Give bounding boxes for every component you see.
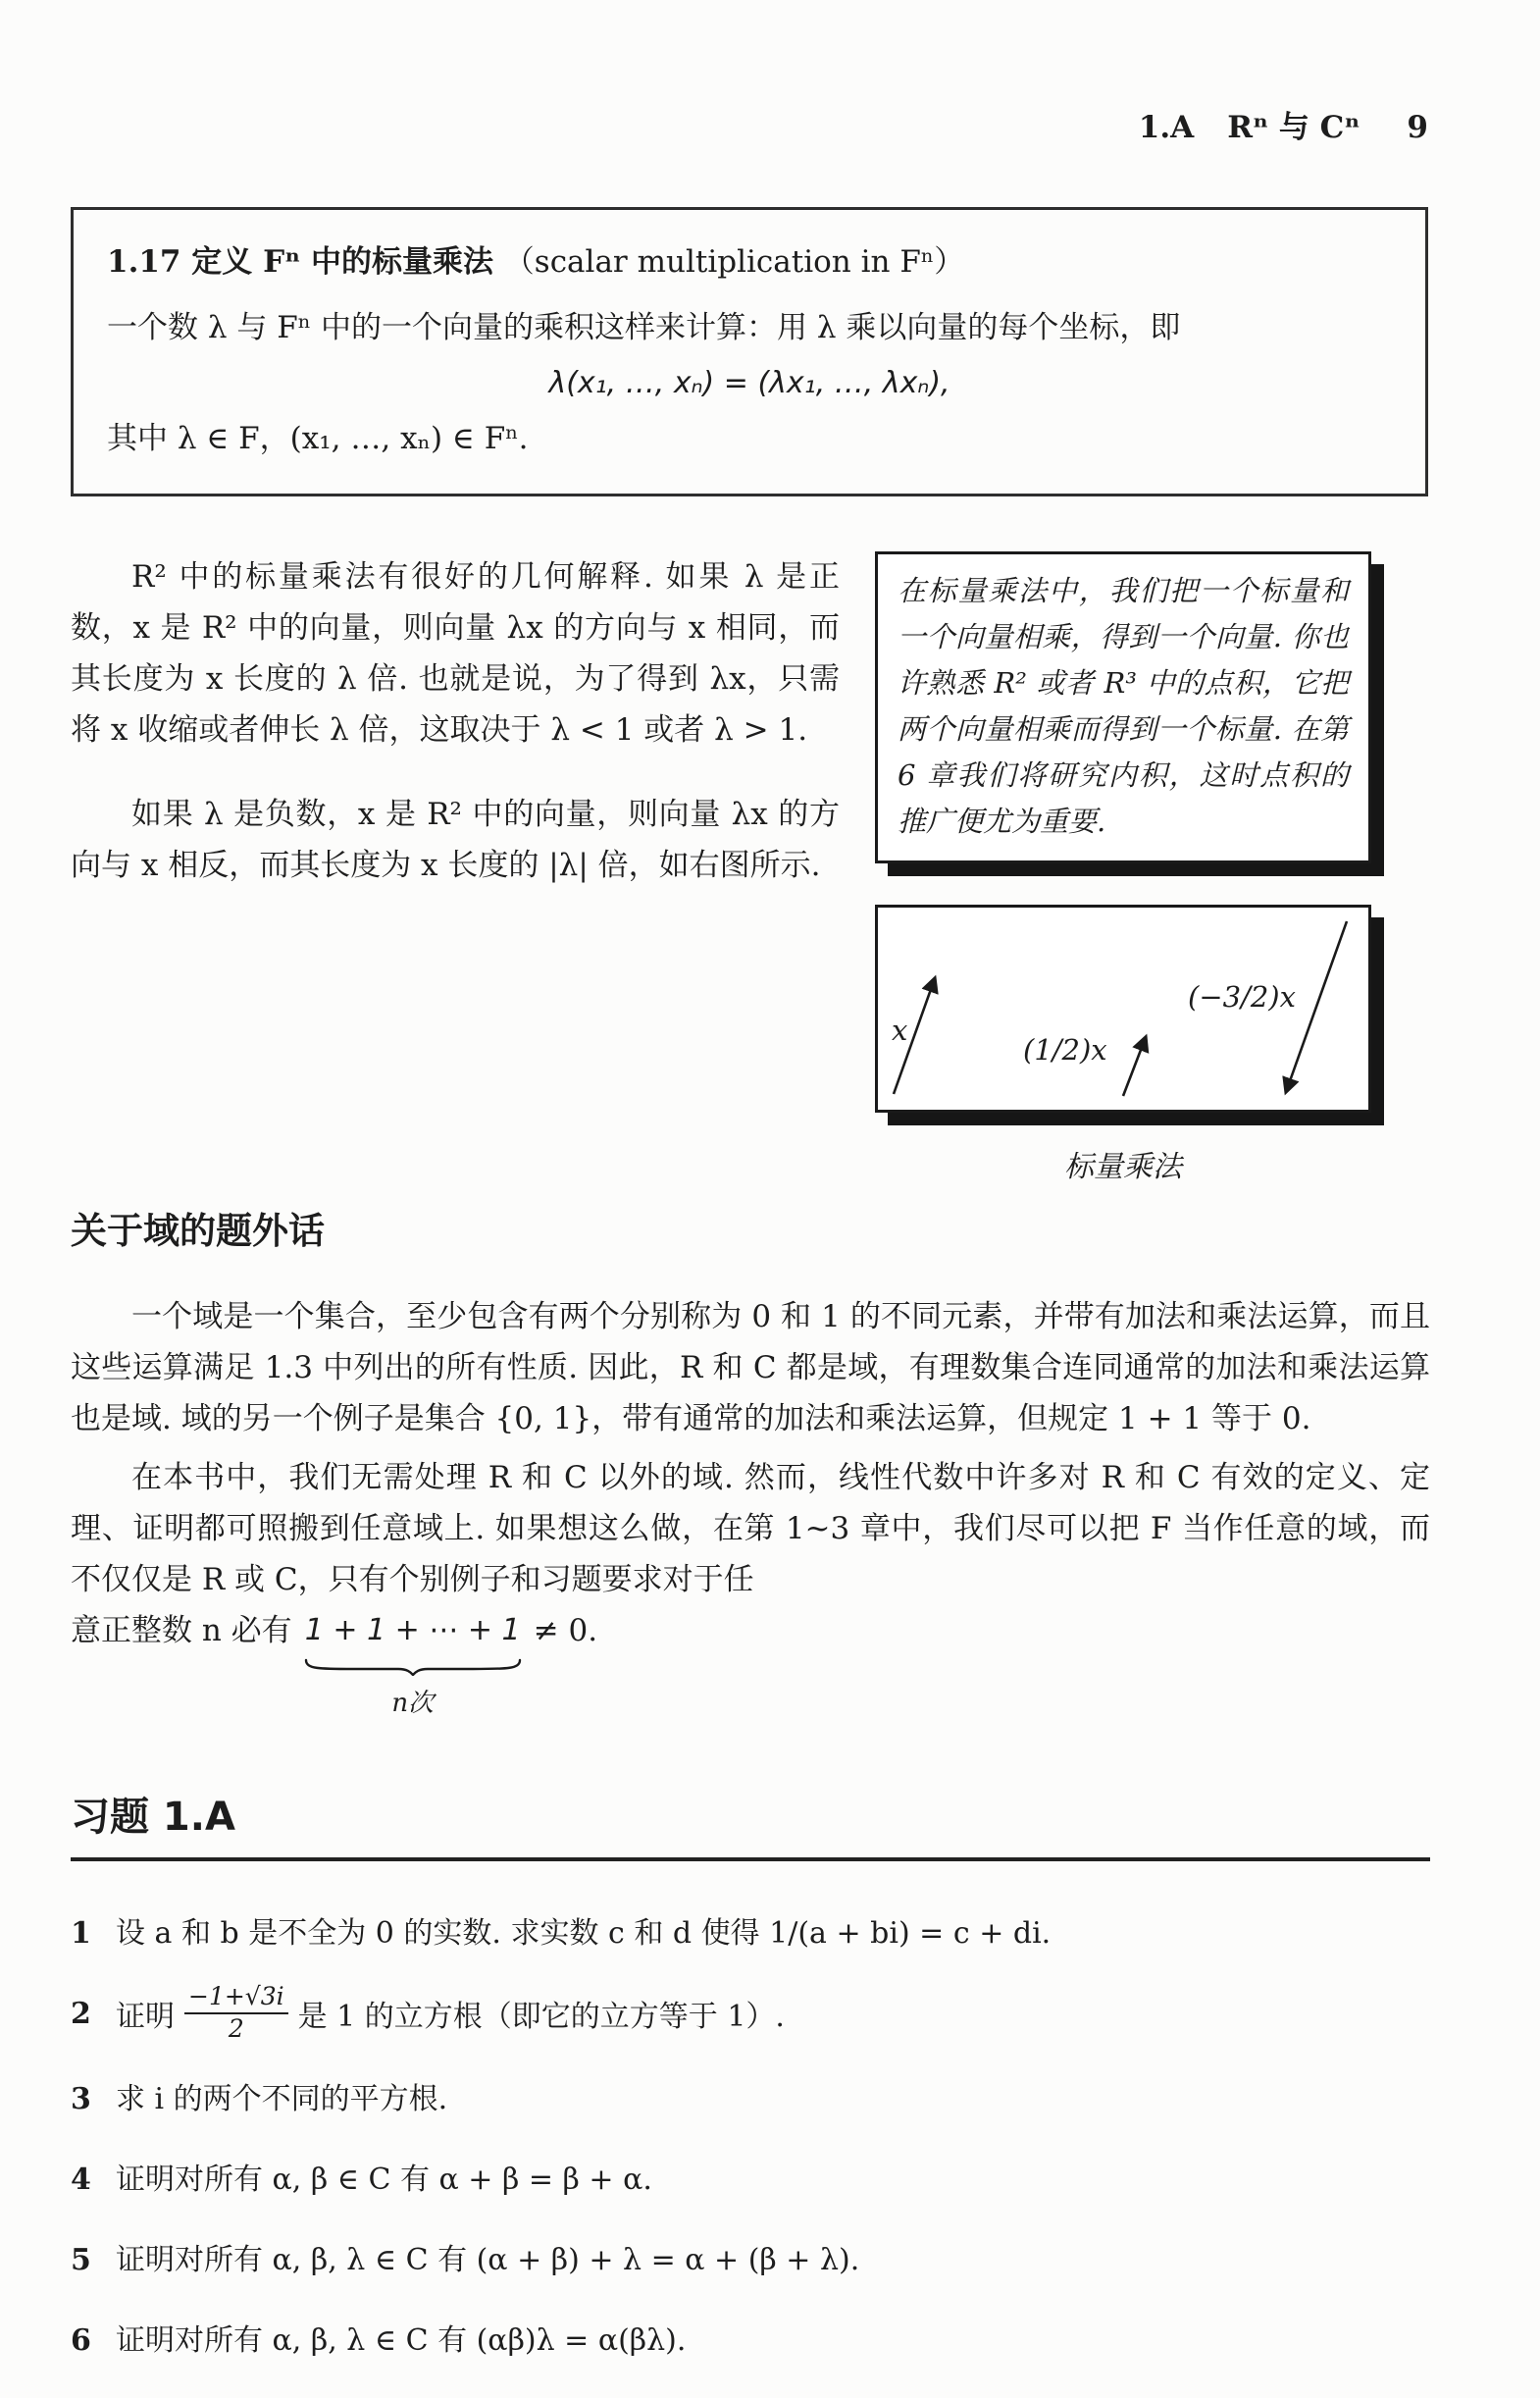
underbrace-icon (302, 1658, 524, 1676)
definition-number-term: 1.17 定义 Fⁿ 中的标量乘法 (107, 244, 493, 280)
definition-box (71, 207, 1428, 496)
vector-half-x-label: (1/2)x (1023, 1032, 1107, 1067)
margin-note-box (875, 551, 1371, 863)
definition-formula: λ(x₁, …, xₙ) = (λx₁, …, λxₙ), (548, 366, 950, 401)
running-head (71, 102, 1430, 146)
figure-caption: 标量乘法 (1064, 1149, 1182, 1184)
underbrace-line-post: ≠ 0. (533, 1612, 598, 1648)
exercise-item-2 (71, 1981, 1430, 2048)
exercise-item-1 (71, 1906, 1430, 1961)
definition-footer: 其中 λ ∈ F，(x₁, …, xₙ) ∈ Fⁿ. (107, 420, 529, 456)
exercises-list (71, 1906, 1430, 2370)
exercise-item-3 (71, 2072, 1430, 2127)
paragraph-field-scope: 在本书中，我们无需处理 R 和 C 以外的域. 然而，线性代数中许多对 R 和 C 有效的定义、定理、证明都可照搬到任意域上. 如果想这么做，在第 1~3 章中，我们尽可以把 F 当作任意的域，而不仅仅是 R 或 C，只有个别例子和习题要求对于任 (71, 1459, 1430, 1597)
running-head-section: 1.A (1138, 110, 1195, 145)
margin-column (875, 551, 1371, 1185)
two-column-area (71, 551, 1430, 1185)
underbrace-line-pre: 意正整数 n 必有 (71, 1612, 292, 1648)
running-head-title: Rⁿ 与 Cⁿ (1227, 110, 1360, 145)
page-number: 9 (1407, 110, 1428, 145)
exercises-heading: 习题 1.A (71, 1794, 235, 1840)
paragraph-scalar-negative: 如果 λ 是负数，x 是 R² 中的向量，则向量 λx 的方向与 x 相反，而其长度为 x 长度的 |λ| 倍，如右图所示. (71, 796, 840, 883)
vector-x-label: x (892, 1013, 908, 1047)
definition-body: 一个数 λ 与 Fⁿ 中的一个向量的乘积这样来计算：用 λ 乘以向量的每个坐标，即 (107, 310, 1181, 346)
section-heading-fields: 关于域的题外话 (71, 1209, 325, 1252)
margin-note-text: 在标量乘法中，我们把一个标量和一个向量相乘，得到一个向量. 你也许熟悉 R² 或者 R³ 中的点积，它把两个向量相乘而得到一个标量. 在第 6 章我们将研究内积，这时点积的推广便尤为重要. (898, 573, 1349, 838)
fraction-denominator: 2 (228, 2013, 244, 2043)
underbrace-group (302, 1605, 524, 1729)
exercise-item-5 (71, 2233, 1430, 2288)
fraction (184, 1983, 288, 2044)
exercise-text: 证明对所有 α, β ∈ C 有 α + β = β + α. (116, 2163, 652, 2198)
vector-half-x-arrow (1123, 1037, 1146, 1096)
paragraph-scalar-positive: R² 中的标量乘法有很好的几何解释. 如果 λ 是正数，x 是 R² 中的向量，则向量 λx 的方向与 x 相同，而其长度为 x 长度的 λ 倍. 也就是说，为了得到 λx，只需将 x 收缩或者伸长 λ 倍，这取决于 λ < 1 或者 λ > 1. (71, 558, 840, 748)
exercise-number: 5 (71, 2243, 91, 2278)
exercise-item-4 (71, 2153, 1430, 2208)
underbrace-label: n次 (391, 1688, 435, 1718)
fraction-numerator: −1+√3i (184, 1983, 288, 2014)
exercise-text: 证明对所有 α, β, λ ∈ C 有 (αβ)λ = α(βλ). (116, 2323, 687, 2359)
main-text-column (71, 551, 840, 891)
exercise-number: 6 (71, 2323, 91, 2359)
exercise-item-6 (71, 2314, 1430, 2369)
exercise-number: 1 (71, 1915, 91, 1951)
scalar-multiplication-figure (875, 905, 1371, 1113)
exercise-text: 设 a 和 b 是不全为 0 的实数. 求实数 c 和 d 使得 1/(a + bi) = c + di. (116, 1915, 1052, 1951)
paragraph-field-definition: 一个域是一个集合，至少包含有两个分别称为 0 和 1 的不同元素，并带有加法和乘法运算，而且这些运算满足 1.3 中列出的所有性质. 因此，R 和 C 都是域，有理数集合连同通常的加法和乘法运算也是域. 域的另一个例子是集合 {0, 1}，带有通常的加法和乘法运算，但规定 1 + 1 等于 0. (71, 1298, 1430, 1436)
exercise-text (116, 1981, 1430, 2048)
exercise-number: 4 (71, 2163, 91, 2198)
underbrace-line (71, 1605, 1430, 1729)
exercise-number: 3 (71, 2082, 91, 2117)
exercise-text: 求 i 的两个不同的平方根. (116, 2082, 448, 2117)
underbrace-sum: 1 + 1 + ⋯ + 1 (304, 1612, 521, 1647)
exercises-rule (71, 1857, 1430, 1861)
exercise-2-pre: 证明 (116, 1999, 175, 2034)
exercise-2-post: 是 1 的立方根（即它的立方等于 1）. (297, 1999, 785, 2034)
definition-title (107, 237, 1392, 287)
exercise-text: 证明对所有 α, β, λ ∈ C 有 (α + β) + λ = α + (β + λ). (116, 2243, 860, 2278)
vector-neg-three-half-x-label: (−3/2)x (1188, 979, 1296, 1014)
exercise-number: 2 (71, 1996, 91, 2031)
definition-term-english: （scalar multiplication in Fⁿ） (503, 244, 965, 280)
